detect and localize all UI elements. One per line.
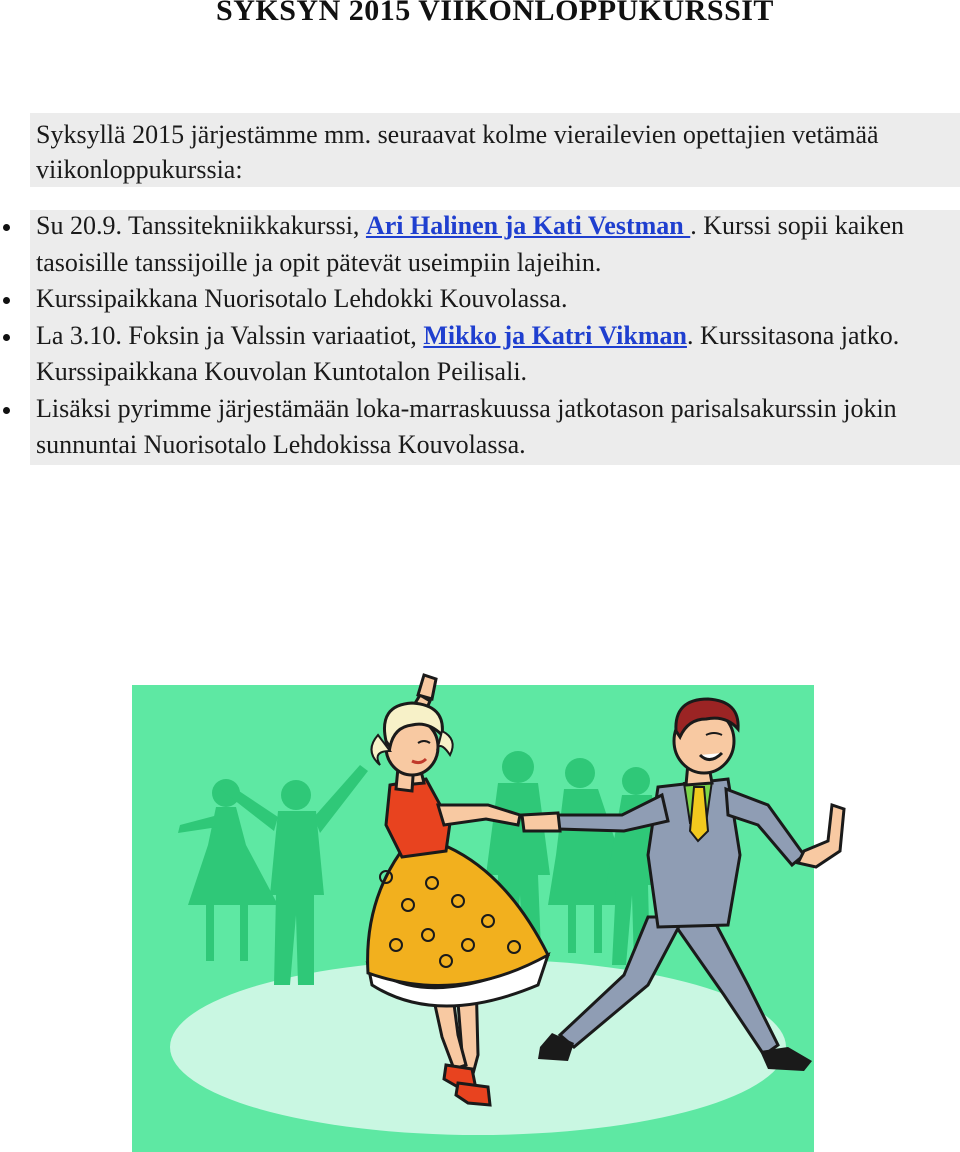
bullet-icon (3, 297, 10, 304)
intro-paragraph: Syksyllä 2015 järjestämme mm. seuraavat kolme vierailevien opettajien vetämää viikonloppukurssia: (30, 113, 960, 187)
course-text: . Kurssi sopii kaiken tasoisille tanssijoille ja opit pätevät useimpiin lajeihin. (36, 211, 904, 277)
bullet-icon (3, 407, 10, 414)
course-item-salsa (0, 391, 924, 464)
bullet-icon (3, 224, 10, 231)
teacher-link-vikman[interactable]: Mikko ja Katri Vikman (423, 320, 687, 350)
course-text: Lisäksi pyrimme järjestämään loka-marraskuussa jatkotason parisalsakurssin jokin sunnuntai Nuorisotalo Lehdokissa Kouvolassa. (36, 393, 897, 459)
course-list (0, 208, 960, 464)
page-title: SYKSYN 2015 VIIKONLOPPUKURSSIT (216, 0, 774, 27)
course-item-venue (0, 281, 924, 318)
bullet-icon (3, 334, 10, 341)
course-text: Su 20.9. Tanssitekniikkakurssi, (36, 211, 366, 240)
course-item-technique (0, 208, 924, 281)
teacher-link-halinen-vestman[interactable]: Ari Halinen ja Kati Vestman (365, 211, 691, 240)
course-text: La 3.10. Foksin ja Valssin variaatiot, (36, 320, 424, 350)
course-item-foxtrot-waltz (0, 318, 924, 391)
course-text: Kurssipaikkana Nuorisotalo Lehdokki Kouvolassa. (36, 284, 568, 313)
dancing-couple-illustration (128, 655, 848, 1152)
course-text: . Kurssitasona jatko. Kurssipaikkana Kouvolan Kuntotalon Peilisali. (36, 320, 900, 386)
